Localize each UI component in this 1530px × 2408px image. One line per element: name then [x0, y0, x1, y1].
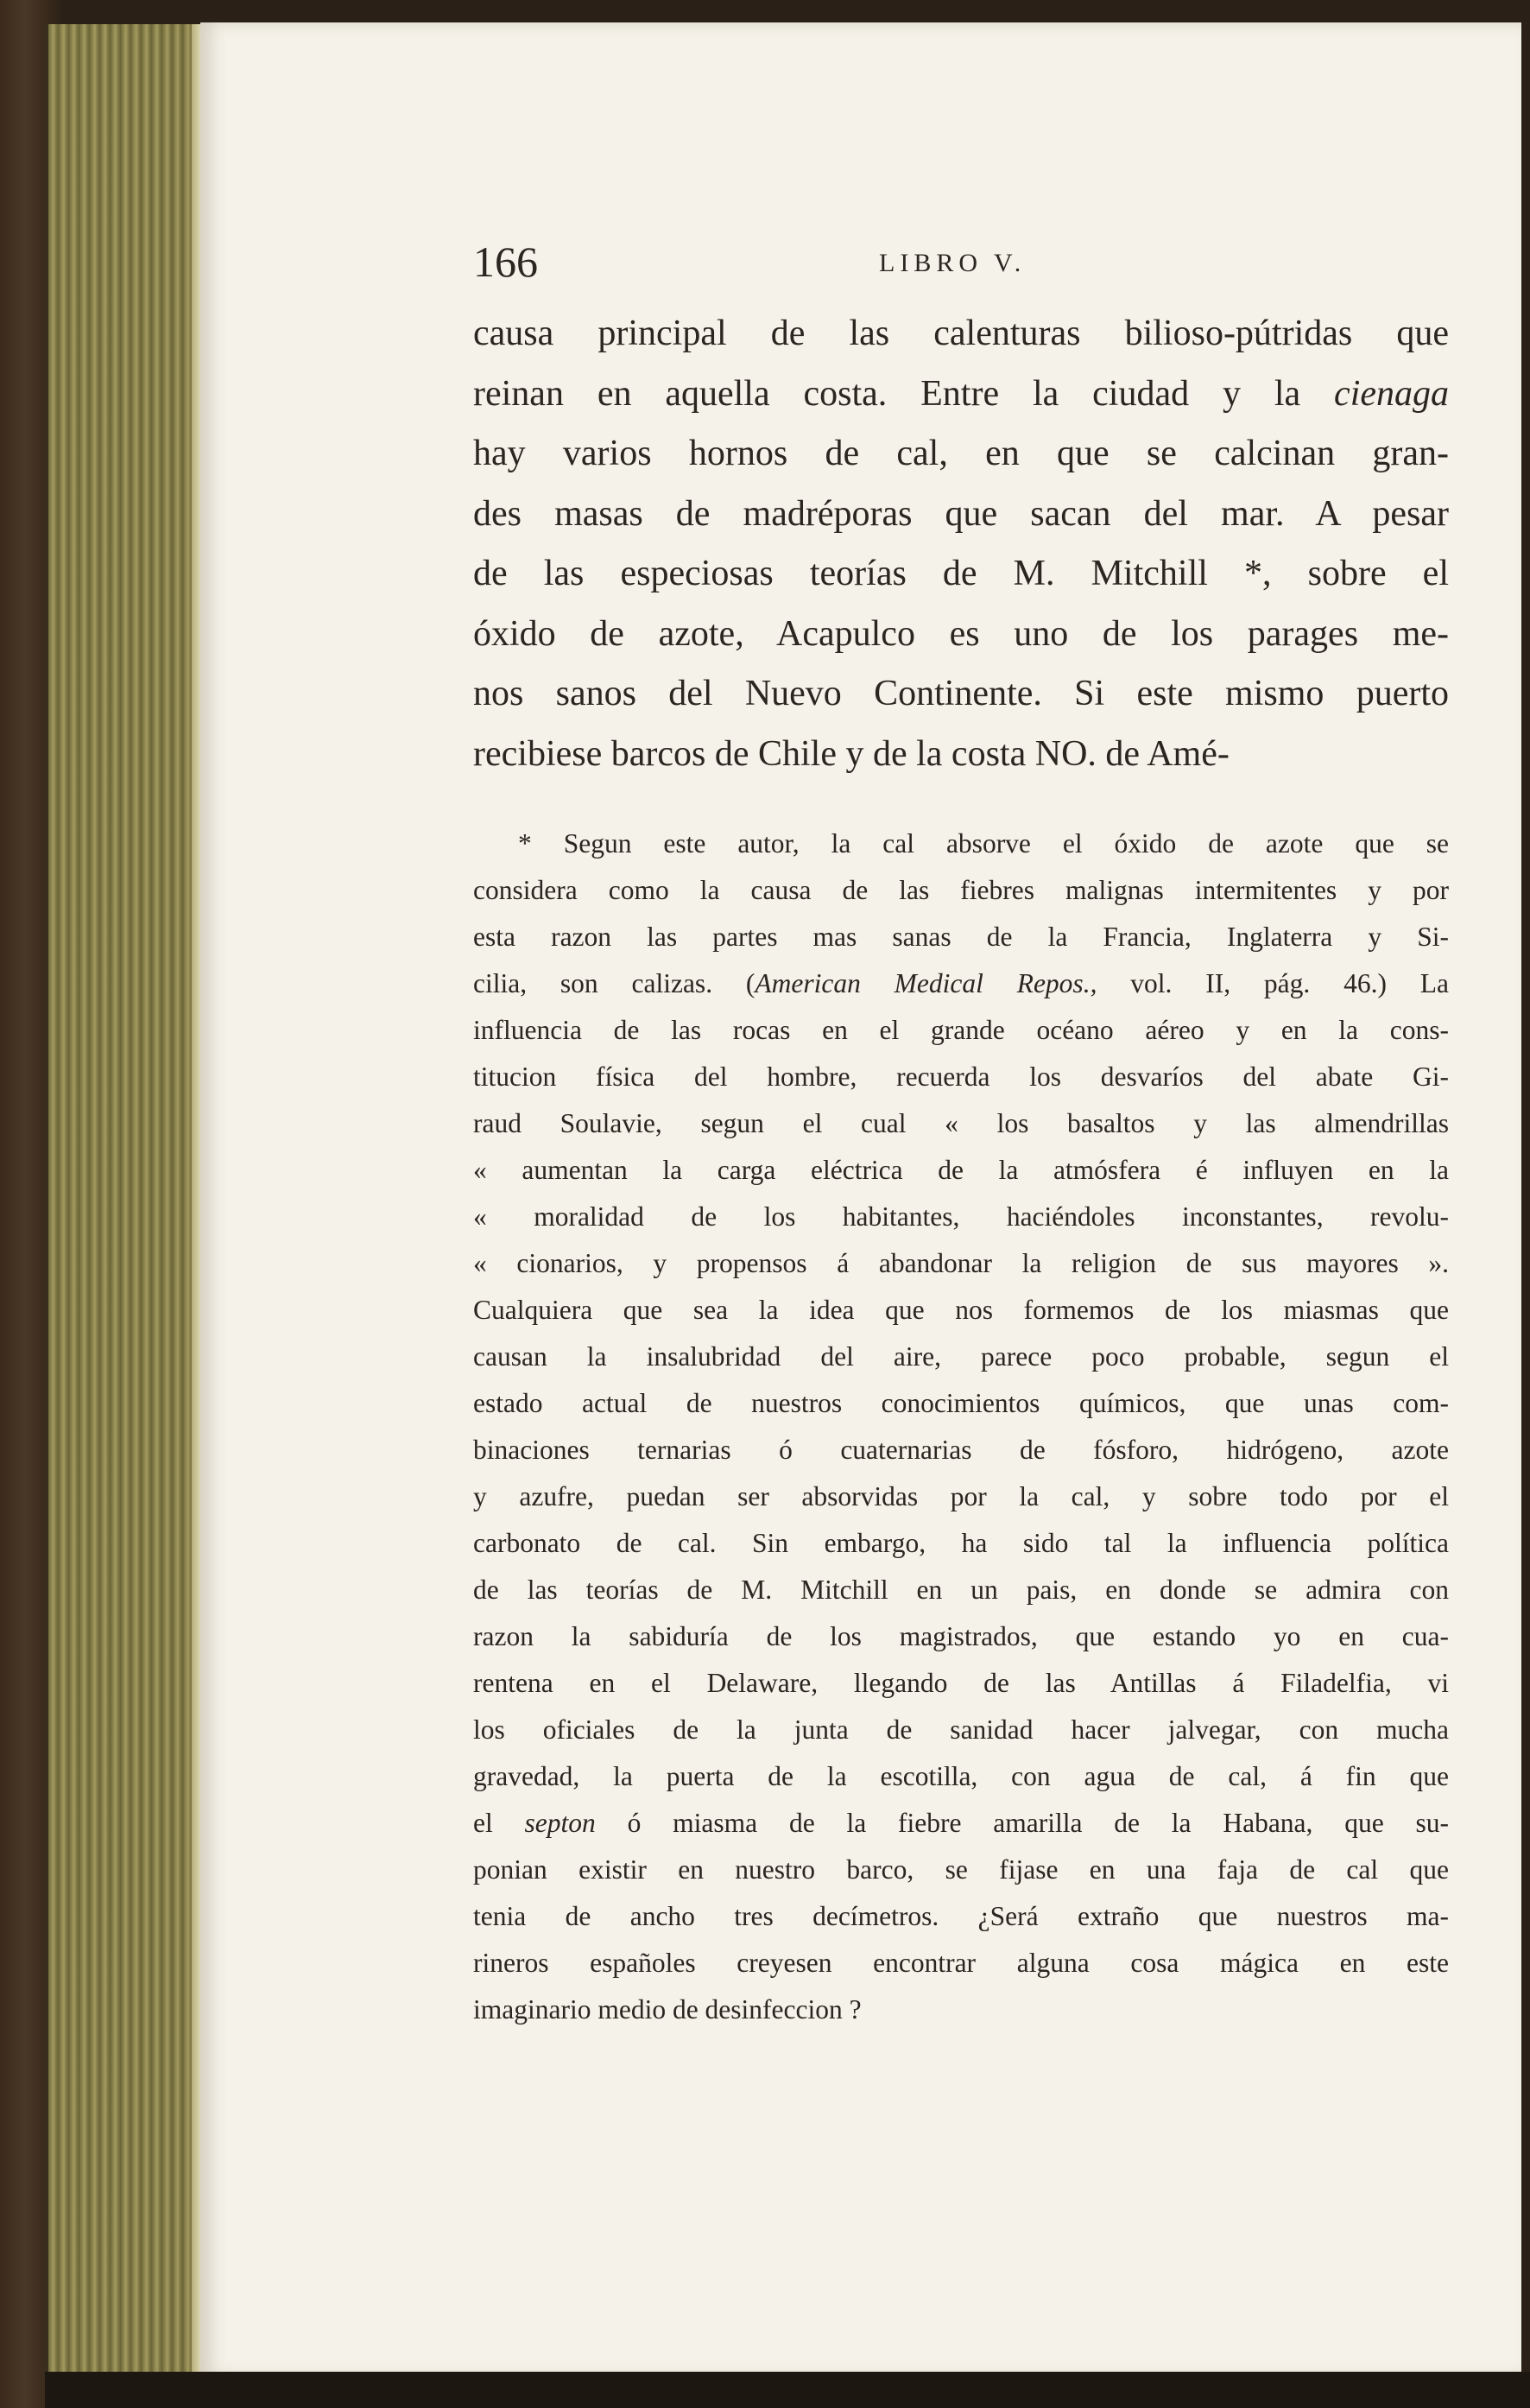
footnote-line — [473, 1987, 1449, 2033]
body-line-text: de las especiosas teorías de M. Mitchill *, sobre el — [473, 554, 1449, 593]
footnote-line — [473, 1800, 1449, 1847]
body-text — [473, 304, 1449, 784]
footnote-line-text: estado actual de nuestros conocimientos químicos, que unas com- — [473, 1388, 1449, 1418]
body-line-text: óxido de azote, Acapulco es uno de los parages me- — [473, 613, 1449, 654]
running-head: LIBRO V. — [879, 249, 1027, 277]
footnote-line-text: « aumentan la carga eléctrica de la atmósfera é influyen en la — [473, 1155, 1449, 1185]
footnote-line-text: raud Soulavie, segun el cual « los basaltos y las almendrillas — [473, 1108, 1449, 1138]
footnote-line — [473, 1380, 1449, 1427]
footnote-line-text: * Segun este autor, la cal absorve el óxido de azote que se — [518, 828, 1449, 859]
footnote-line-text: binaciones ternarias ó cuaternarias de fósforo, hidrógeno, azote — [473, 1435, 1449, 1465]
footnote-line-text-after: ó miasma de la fiebre amarilla de la Habana, que su- — [595, 1808, 1449, 1838]
page-number: 166 — [473, 238, 538, 286]
footnote-line-text: rentena en el Delaware, llegando de las Antillas á Filadelfia, vi — [473, 1668, 1449, 1698]
footnote-line — [473, 821, 1449, 867]
footnote-line — [473, 1240, 1449, 1287]
footnote-line — [473, 1100, 1449, 1147]
footnote-line-text: los oficiales de la junta de sanidad hacer jalvegar, con mucha — [473, 1714, 1449, 1745]
footnote-line-text: causan la insalubridad del aire, parece poco probable, segun el — [473, 1341, 1449, 1372]
footnote-line — [473, 1893, 1449, 1940]
body-line — [473, 424, 1449, 485]
footnote-line-text: el — [473, 1808, 525, 1838]
footnote-line-text: considera como la causa de las fiebres malignas intermitentes y por — [473, 875, 1449, 905]
footnote-line-text: influencia de las rocas en el grande océano aéreo y en la cons- — [473, 1015, 1449, 1045]
page-edges — [45, 24, 204, 2373]
footnote-line-text: razon la sabiduría de los magistrados, que estando yo en cua- — [473, 1621, 1449, 1651]
body-line — [473, 485, 1449, 545]
body-line-text: reinan en aquella costa. Entre la ciudad y la — [473, 373, 1335, 414]
footnote-line — [473, 1194, 1449, 1240]
body-line — [473, 304, 1449, 364]
italic-text: septon — [524, 1808, 596, 1838]
footnote-line — [473, 1567, 1449, 1613]
footnote-line-text: gravedad, la puerta de la escotilla, con agua de cal, á fin que — [473, 1761, 1449, 1791]
body-line-text: recibiese barcos de Chile y de la costa NO. de Amé- — [473, 733, 1230, 774]
page-header — [473, 237, 1449, 288]
footnote-line-text: titucion física del hombre, recuerda los desvaríos del abate Gi- — [473, 1061, 1449, 1092]
italic-text: American Medical Repos., — [755, 968, 1097, 998]
footnote-line-text: y azufre, puedan ser absorvidas por la cal, y sobre todo por el — [473, 1481, 1449, 1511]
footnote-line-text: imaginario medio de desinfeccion ? — [473, 1994, 862, 2025]
body-line-text: causa principal de las calenturas bilioso-pútridas que — [473, 314, 1449, 353]
footnote — [473, 821, 1449, 2033]
footnote-line-text: rineros españoles creyesen encontrar alguna cosa mágica en este — [473, 1948, 1449, 1978]
footnote-line — [473, 1147, 1449, 1194]
footnote-line — [473, 1287, 1449, 1334]
footnote-line — [473, 1007, 1449, 1054]
footnote-line — [473, 1660, 1449, 1707]
footnote-line — [473, 1613, 1449, 1660]
footnote-line-text: « moralidad de los habitantes, haciéndoles inconstantes, revolu- — [473, 1201, 1449, 1232]
footnote-line — [473, 1427, 1449, 1473]
footnote-line — [473, 960, 1449, 1007]
italic-text: cienaga — [1334, 373, 1449, 414]
footnote-line-text: carbonato de cal. Sin embargo, ha sido tal la influencia política — [473, 1528, 1449, 1558]
footnote-line — [473, 867, 1449, 914]
body-line — [473, 725, 1449, 785]
footnote-line — [473, 1753, 1449, 1800]
footnote-line-text: Cualquiera que sea la idea que nos formemos de los miasmas que — [473, 1295, 1449, 1325]
bottom-shadow — [45, 2372, 1530, 2408]
body-line — [473, 364, 1449, 425]
body-line-text: des masas de madréporas que sacan del mar. A pesar — [473, 493, 1449, 534]
body-line — [473, 544, 1449, 605]
footnote-line — [473, 1520, 1449, 1567]
body-line — [473, 664, 1449, 725]
footnote-line-text: esta razon las partes mas sanas de la Francia, Inglaterra y Si- — [473, 922, 1449, 952]
footnote-line-text: de las teorías de M. Mitchill en un pais, en donde se admira con — [473, 1575, 1449, 1605]
footnote-line — [473, 1707, 1449, 1753]
footnote-line-text: ponian existir en nuestro barco, se fijase en una faja de cal que — [473, 1854, 1449, 1885]
footnote-line-text: cilia, son calizas. ( — [473, 968, 756, 998]
body-line-text: nos sanos del Nuevo Continente. Si este mismo puerto — [473, 674, 1449, 713]
footnote-line — [473, 1940, 1449, 1987]
footnote-line — [473, 1334, 1449, 1380]
body-line-text: hay varios hornos de cal, en que se calcinan gran- — [473, 434, 1449, 473]
footnote-line — [473, 914, 1449, 960]
footnote-line — [473, 1847, 1449, 1893]
footnote-line-text: tenia de ancho tres decímetros. ¿Será extraño que nuestros ma- — [473, 1901, 1449, 1931]
footnote-line-text: « cionarios, y propensos á abandonar la religion de sus mayores ». — [473, 1248, 1449, 1278]
footnote-line — [473, 1054, 1449, 1100]
footnote-line-text-after: vol. II, pág. 46.) La — [1097, 968, 1450, 998]
body-line — [473, 605, 1449, 665]
footnote-line — [473, 1473, 1449, 1520]
